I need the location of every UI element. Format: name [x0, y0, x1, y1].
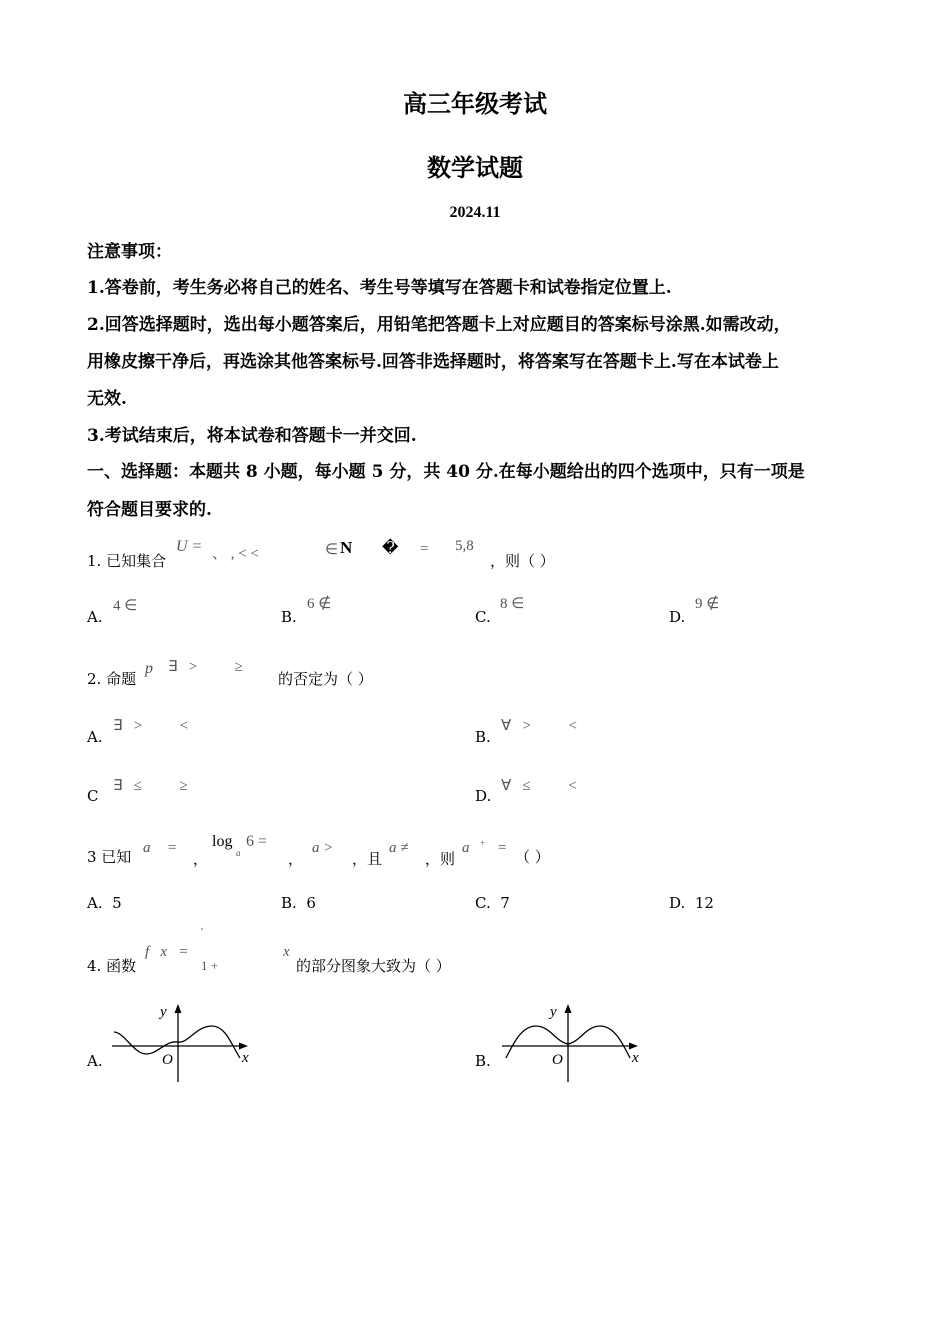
exam-subject: 数学试题 — [427, 153, 523, 182]
q2-math-p: p — [145, 660, 153, 677]
q4-option-a-label[interactable]: A. — [87, 1052, 103, 1070]
q4-option-a-graph[interactable] — [108, 1002, 258, 1084]
function-curve — [114, 1026, 240, 1058]
question-1-suffix: ，则（ ） — [490, 552, 555, 570]
q2-option-c-math: ∃ ≤ ≥ — [113, 778, 188, 794]
q3-math-a: a — [143, 840, 151, 856]
q3-option-a-value: 5 — [112, 894, 122, 912]
q1-option-b-label[interactable]: B. — [281, 608, 297, 626]
q3-option-b-value: 6 — [306, 894, 316, 912]
q1-option-b-math: 6 ∉ — [307, 596, 332, 612]
q3-mid: ，且 — [352, 850, 383, 868]
q1-math-garbled: � — [382, 538, 399, 557]
notice-item-2-line-1: 2.回答选择题时，选出每小题答案后，用铅笔把答题卡上对应题目的答案标号涂黑.如需改动， — [87, 315, 791, 335]
x-axis-arrow — [629, 1043, 638, 1050]
q3-math-log-arg: 6 = — [246, 833, 268, 850]
q2-option-d-label[interactable]: D. — [475, 787, 492, 805]
q3-option-d-label: D. — [669, 894, 686, 912]
section-heading-line-1: 一、选择题：本题共 8 小题，每小题 5 分，共 40 分.在每小题给出的四个选项中，只有一项是 — [87, 462, 805, 482]
notice-heading: 注意事项： — [87, 242, 172, 262]
notice-item-3: 3.考试结束后，将本试卷和答题卡一并交回. — [87, 426, 417, 446]
q1-math-in: ∈ — [325, 542, 339, 558]
q1-option-c-math: 8 ∈ — [500, 596, 525, 612]
question-1 — [87, 550, 166, 571]
q3-math-eq: = — [168, 840, 177, 856]
question-4-prefix: 4. 函数 — [87, 957, 137, 975]
q1-math-vals: 5,8 — [455, 538, 474, 554]
question-3-prefix: 3 已知 — [87, 848, 132, 866]
q1-option-d-label[interactable]: D. — [669, 608, 686, 626]
q2-option-b-label[interactable]: B. — [475, 728, 491, 746]
q3-option-b-label: B. — [281, 894, 297, 912]
origin-label: O — [552, 1052, 563, 1068]
question-4-suffix: 的部分图象大致为（ ） — [296, 957, 451, 975]
question-3-suffix: （ ） — [515, 848, 550, 866]
q3-option-c[interactable] — [475, 894, 510, 912]
q4-option-b-graph[interactable] — [498, 1002, 648, 1084]
q4-math-den: 1 + — [201, 958, 219, 973]
q2-option-a-label[interactable]: A. — [87, 728, 103, 746]
x-axis-label: x — [632, 1050, 639, 1066]
q3-math-cond: a > — [312, 840, 334, 856]
y-axis-label: y — [550, 1004, 557, 1020]
y-axis-label: y — [160, 1004, 167, 1020]
q2-option-d-math: ∀ ≤ < — [501, 778, 577, 794]
q1-option-a-math: 4 ∈ — [113, 598, 138, 614]
q3-math-expr: a — [462, 840, 470, 856]
q3-option-d-value: 12 — [694, 894, 714, 912]
q1-math-N: N — [340, 538, 353, 557]
q3-option-d[interactable] — [669, 894, 714, 912]
y-axis-arrow — [565, 1004, 572, 1013]
q1-option-a-label[interactable]: A. — [87, 608, 103, 626]
q1-math-eq: = — [420, 541, 429, 557]
q3-comma-2: ， — [288, 850, 304, 868]
notice-item-2-line-2: 用橡皮擦干净后，再选涂其他答案标号.回答非选择题时，将答案写在答题卡上.写在本试卷上 — [87, 352, 779, 372]
q3-comma-1: ， — [193, 850, 209, 868]
question-2-suffix: 的否定为（ ） — [278, 670, 373, 688]
q3-option-c-label: C. — [475, 894, 491, 912]
x-axis-label: x — [242, 1050, 249, 1066]
question-2-prefix: 2. 命题 — [87, 670, 137, 688]
q3-math-plus: + — [480, 838, 486, 848]
q1-option-d-math: 9 ∉ — [695, 596, 720, 612]
q2-option-a-math: ∃ > < — [113, 718, 189, 734]
q4-option-b-label[interactable]: B. — [475, 1052, 491, 1070]
q4-math-num: ' — [201, 926, 203, 938]
question-1-prefix: 1. 已知集合 — [87, 552, 167, 570]
q3-option-a[interactable] — [87, 894, 122, 912]
q4-math-f: f x = — [145, 944, 189, 960]
q3-then: ，则 — [425, 850, 456, 868]
q3-math-neq: a ≠ — [389, 840, 409, 856]
q1-math-rel: 、 , < < — [212, 546, 259, 562]
exam-date: 2024.11 — [449, 204, 501, 221]
origin-label: O — [162, 1052, 173, 1068]
q1-option-c-label[interactable]: C. — [475, 608, 491, 626]
exam-title: 高三年级考试 — [403, 89, 547, 118]
q2-option-c-label[interactable]: C — [87, 787, 99, 805]
notice-item-2-line-3: 无效. — [87, 389, 127, 409]
q3-option-c-value: 7 — [500, 894, 510, 912]
q2-math-body: ∃ > ≥ — [168, 659, 243, 675]
notice-item-1: 1.答卷前，考生务必将自己的姓名、考生号等填写在答题卡和试卷指定位置上. — [87, 278, 672, 298]
q3-option-b[interactable] — [281, 894, 316, 912]
x-axis-arrow — [239, 1043, 248, 1050]
q3-option-a-label: A. — [87, 894, 103, 912]
section-heading-line-2: 符合题目要求的. — [87, 500, 212, 520]
q2-option-b-math: ∀ > < — [501, 718, 577, 734]
q3-math-log: log — [212, 833, 233, 850]
y-axis-arrow — [175, 1004, 182, 1013]
q3-math-log-base: a — [236, 848, 241, 858]
q3-math-eq2: = — [498, 840, 507, 856]
q4-math-x: x — [283, 944, 290, 960]
q1-math-u: U = — [176, 538, 203, 555]
